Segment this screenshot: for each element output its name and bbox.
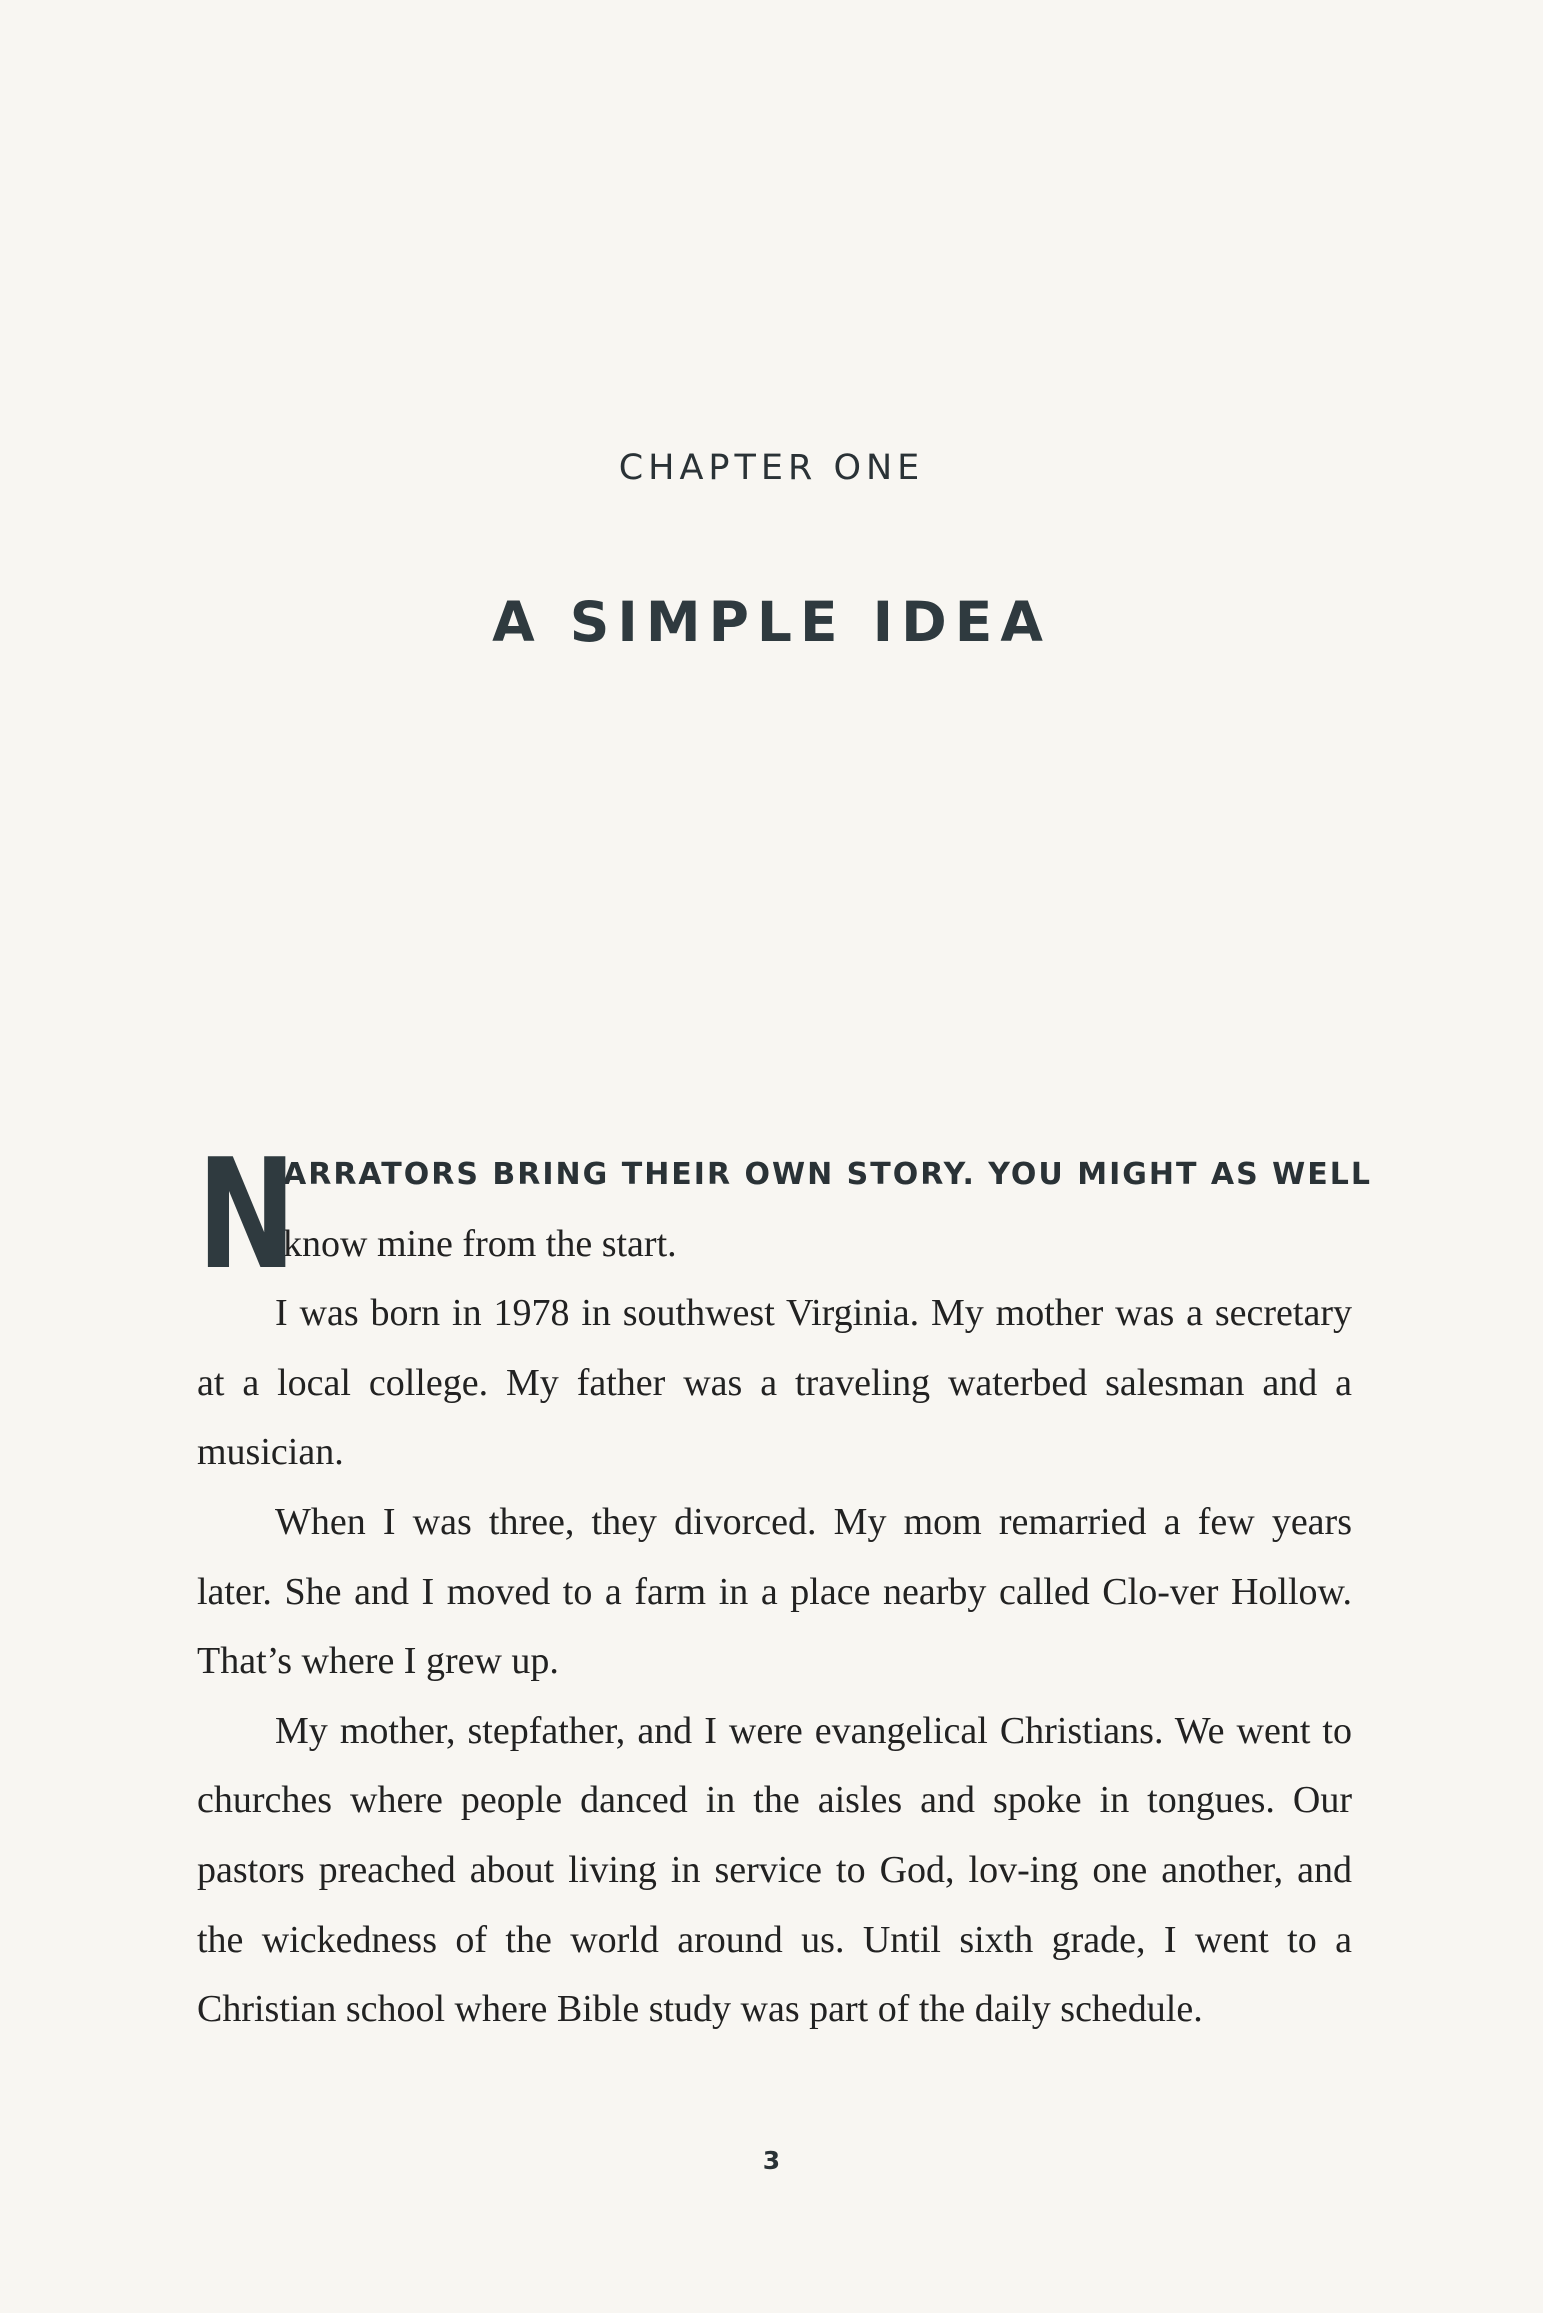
paragraph-divorce: When I was three, they divorced. My mom remarried a few years later. She and I moved to a farm in a place nearby called Clo-ver Hollow. That’s where I grew up. bbox=[197, 1500, 1352, 1683]
drop-cap: N bbox=[197, 1126, 292, 1303]
opening-continuation: know mine from the start. bbox=[283, 1222, 677, 1265]
chapter-label: CHAPTER ONE bbox=[618, 448, 925, 488]
paragraph-faith: My mother, stepfather, and I were evangelical Christians. We went to churches where people danced in the aisles and spoke in tongues. Our pastors preached about living in service to God, lov-ing one another, and the wickedness of the world around us. Until sixth grade, I went to a Christian school where Bible study was part of the daily schedule. bbox=[197, 1709, 1352, 2031]
opening-paragraph bbox=[197, 1126, 1372, 1303]
chapter-title: A SIMPLE IDEA bbox=[492, 590, 1051, 654]
body-text bbox=[197, 1126, 1372, 2045]
paragraph-birth: I was born in 1978 in southwest Virginia. My mother was a secretary at a local college. My father was a traveling waterbed salesman and a musician. bbox=[197, 1292, 1352, 1474]
page-number: 3 bbox=[762, 2146, 781, 2175]
opening-small-caps: ARRATORS BRING THEIR OWN STORY. YOU MIGHT AS WELL bbox=[283, 1157, 1372, 1192]
